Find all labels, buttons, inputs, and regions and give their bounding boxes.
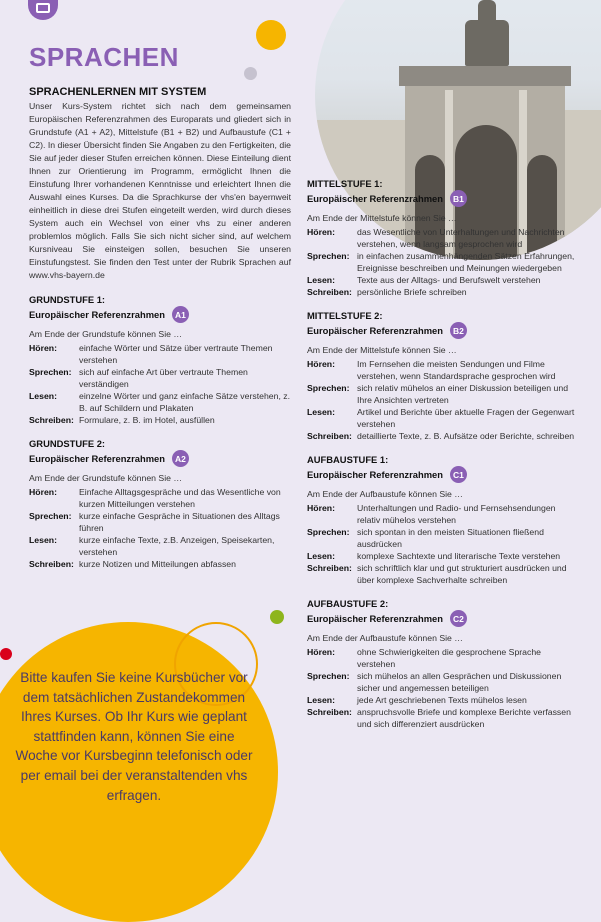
level-block — [29, 294, 291, 426]
skill-row — [29, 486, 291, 510]
skill-row — [307, 562, 579, 586]
level-title: MITTELSTUFE 1: — [307, 178, 383, 189]
skill-value: kurze einfache Texte, z.B. Anzeigen, Speisekarten, verstehen — [79, 535, 275, 557]
skill-key: Hören: — [307, 647, 335, 657]
skill-row — [307, 358, 579, 382]
skill-key: Schreiben: — [307, 707, 352, 717]
skill-row — [29, 534, 291, 558]
page-title: SPRACHEN — [29, 42, 179, 72]
skill-value: in einfachen zusammenhängenden Sätzen Erfahrungen, Ereignisse beschreiben und Meinungen wiedergeben — [357, 251, 575, 273]
skill-key: Sprechen: — [29, 511, 72, 521]
decor-dot-green — [270, 610, 284, 624]
level-intro: Am Ende der Grundstufe können Sie … — [29, 473, 183, 483]
skill-key: Sprechen: — [307, 527, 350, 537]
skill-row — [307, 670, 579, 694]
level-badge: A2 — [172, 450, 189, 467]
level-block — [307, 454, 579, 586]
skill-row — [307, 274, 579, 286]
skill-row — [29, 414, 291, 426]
skill-key: Lesen: — [307, 695, 336, 705]
level-block — [307, 598, 579, 730]
level-intro: Am Ende der Aufbaustufe können Sie … — [307, 633, 463, 643]
level-subtitle — [307, 466, 579, 483]
intro-heading: SPRACHENLERNEN MIT SYSTEM — [29, 86, 207, 98]
level-subtitle-text: Europäischer Referenzrahmen — [29, 308, 165, 320]
level-badge: B2 — [450, 322, 467, 339]
level-block — [307, 178, 579, 298]
skill-value: Artikel und Berichte über aktuelle Fragen der Gegenwart verstehen — [357, 407, 575, 429]
level-title: MITTELSTUFE 2: — [307, 310, 383, 321]
intro-text: Unser Kurs-System richtet sich nach dem gemeinsamen Europäischen Referenzrahmen des Europarats und gliedert sich in Grundstufe (A1 + A2), Mittelstufe (B1 + B2) und Aufbaustufe (C1 + C2). In dieser Übersicht finden Sie Angaben zu den Fertigkeiten, die Sie auf jeder dieser Stufen erreichen können. Diese Einteilung dient Ihnen zur Orientierung im Programm, ermöglicht Ihnen die Einstufung Ihrer vorhandenen Kenntnisse und erleichtert Ihnen die Auswahl eines Kurses. Da die Sprachkurse der vhs'en bayernweit einheitlich in diese drei Stufen eingeteilt werden, wird durch dieses System auch ein Wechsel von einer vhs zu einer anderen problemlos möglich. Falls Sie sich nicht sicher sind, auf welchem Kursniveau Sie einsteigen sollen, besuchen Sie unseren Einstufungstest. Sie finden den Test unter der Rubrik Sprachen auf www.vhs-bayern.de — [29, 101, 291, 280]
level-subtitle — [307, 610, 579, 627]
level-intro: Am Ende der Grundstufe können Sie … — [29, 329, 183, 339]
skill-key: Hören: — [307, 503, 335, 513]
skill-row — [307, 526, 579, 550]
level-subtitle-text: Europäischer Referenzrahmen — [307, 468, 443, 480]
skill-key: Sprechen: — [307, 383, 350, 393]
skill-value: anspruchsvolle Briefe und komplexe Berichte verfassen und sich differenziert ausdrücken — [357, 707, 571, 729]
skill-key: Sprechen: — [307, 671, 350, 681]
notice-text: Bitte kaufen Sie keine Kursbücher vor dem tatsächlichen Zustandekommen Ihres Kurses. Ob Ihr Kurs wie geplant stattfinden kann, können Sie eine Woche vor Kursbeginn telefonisch oder per email bei der veranstaltenden vhs erfragen. — [15, 670, 253, 803]
skill-value: Im Fernsehen die meisten Sendungen und Filme verstehen, wenn Standardsprache gesprochen wird — [357, 359, 556, 381]
skill-row — [307, 706, 579, 730]
skill-row — [29, 366, 291, 390]
right-column — [307, 178, 579, 730]
level-subtitle — [307, 190, 579, 207]
level-title: AUFBAUSTUFE 1: — [307, 454, 389, 465]
skill-value: ohne Schwierigkeiten die gesprochene Sprache verstehen — [357, 647, 542, 669]
skill-value: persönliche Briefe schreiben — [357, 287, 467, 297]
skill-value: kurze einfache Gespräche in Situationen des Alltags führen — [79, 511, 280, 533]
skill-row — [307, 250, 579, 274]
decor-dot-yellow — [256, 20, 286, 50]
skill-value: Texte aus der Alltags- und Berufswelt verstehen — [357, 275, 541, 285]
level-intro: Am Ende der Mittelstufe können Sie … — [307, 213, 457, 223]
skill-row — [307, 226, 579, 250]
left-column — [29, 86, 291, 570]
skill-row — [307, 502, 579, 526]
level-subtitle — [307, 322, 579, 339]
skill-key: Sprechen: — [307, 251, 350, 261]
level-badge: B1 — [450, 190, 467, 207]
skill-value: Formulare, z. B. im Hotel, ausfüllen — [79, 415, 215, 425]
skill-row — [29, 342, 291, 366]
skill-value: Unterhaltungen und Radio- und Fernsehsendungen relativ mühelos verstehen — [357, 503, 556, 525]
skill-row — [307, 382, 579, 406]
level-title: GRUNDSTUFE 2: — [29, 438, 106, 449]
levels-left — [29, 294, 291, 570]
skill-row — [307, 550, 579, 562]
skill-row — [29, 558, 291, 570]
skill-value: einfache Wörter und Sätze über vertraute Themen verstehen — [79, 343, 273, 365]
skill-row — [29, 510, 291, 534]
level-subtitle — [29, 450, 291, 467]
skill-key: Lesen: — [29, 391, 58, 401]
skill-value: einzelne Wörter und ganz einfache Sätze verstehen, z. B. auf Schildern und Plakaten — [79, 391, 291, 413]
skill-row — [307, 646, 579, 670]
level-subtitle-text: Europäischer Referenzrahmen — [29, 452, 165, 464]
skill-value: sich schriftlich klar und gut strukturiert ausdrücken und über komplexe Sachverhalte schreiben — [357, 563, 567, 585]
level-badge: C2 — [450, 610, 467, 627]
level-block — [29, 438, 291, 570]
skill-value: kurze Notizen und Mitteilungen abfassen — [79, 559, 236, 569]
level-title: GRUNDSTUFE 1: — [29, 294, 106, 305]
skill-key: Hören: — [307, 227, 335, 237]
decor-dot-grey — [244, 67, 257, 80]
skill-row — [307, 406, 579, 430]
level-subtitle-text: Europäischer Referenzrahmen — [307, 612, 443, 624]
skill-key: Schreiben: — [307, 563, 352, 573]
skill-row — [307, 286, 579, 298]
skill-value: jede Art geschriebenen Texts mühelos lesen — [357, 695, 527, 705]
skill-key: Hören: — [307, 359, 335, 369]
skill-value: sich auf einfache Art über vertraute Themen verständigen — [79, 367, 248, 389]
skill-key: Sprechen: — [29, 367, 72, 377]
logo-icon — [28, 0, 58, 20]
level-title: AUFBAUSTUFE 2: — [307, 598, 389, 609]
level-intro: Am Ende der Mittelstufe können Sie … — [307, 345, 457, 355]
levels-right — [307, 178, 579, 730]
skill-key: Lesen: — [307, 407, 336, 417]
level-intro: Am Ende der Aufbaustufe können Sie … — [307, 489, 463, 499]
skill-key: Hören: — [29, 487, 57, 497]
level-badge: A1 — [172, 306, 189, 323]
skill-row — [29, 390, 291, 414]
level-subtitle — [29, 306, 291, 323]
skill-value: detaillierte Texte, z. B. Aufsätze oder Berichte, schreiben — [357, 431, 575, 441]
level-subtitle-text: Europäischer Referenzrahmen — [307, 324, 443, 336]
level-subtitle-text: Europäischer Referenzrahmen — [307, 192, 443, 204]
level-badge: C1 — [450, 466, 467, 483]
skill-key: Schreiben: — [29, 415, 74, 425]
skill-key: Schreiben: — [29, 559, 74, 569]
decor-dot-red — [0, 648, 12, 660]
level-block — [307, 310, 579, 442]
skill-key: Lesen: — [307, 275, 336, 285]
skill-value: das Wesentliche von Unterhaltungen und Nachrichten verstehen, wenn langsam gesprochen wird — [357, 227, 565, 249]
skill-value: komplexe Sachtexte und literarische Texte verstehen — [357, 551, 561, 561]
skill-value: Einfache Alltagsgespräche und das Wesentliche von kurzen Mitteilungen verstehen — [79, 487, 281, 509]
skill-value: sich mühelos an allen Gesprächen und Diskussionen sicher und angemessen beteiligen — [357, 671, 562, 693]
skill-key: Schreiben: — [307, 287, 352, 297]
skill-row — [307, 694, 579, 706]
skill-value: sich relativ mühelos an einer Diskussion beteiligen und Ihre Ansichten vertreten — [357, 383, 569, 405]
skill-row — [307, 430, 579, 442]
skill-key: Schreiben: — [307, 431, 352, 441]
skill-key: Hören: — [29, 343, 57, 353]
skill-key: Lesen: — [307, 551, 336, 561]
skill-value: sich spontan in den meisten Situationen fließend ausdrücken — [357, 527, 544, 549]
skill-key: Lesen: — [29, 535, 58, 545]
